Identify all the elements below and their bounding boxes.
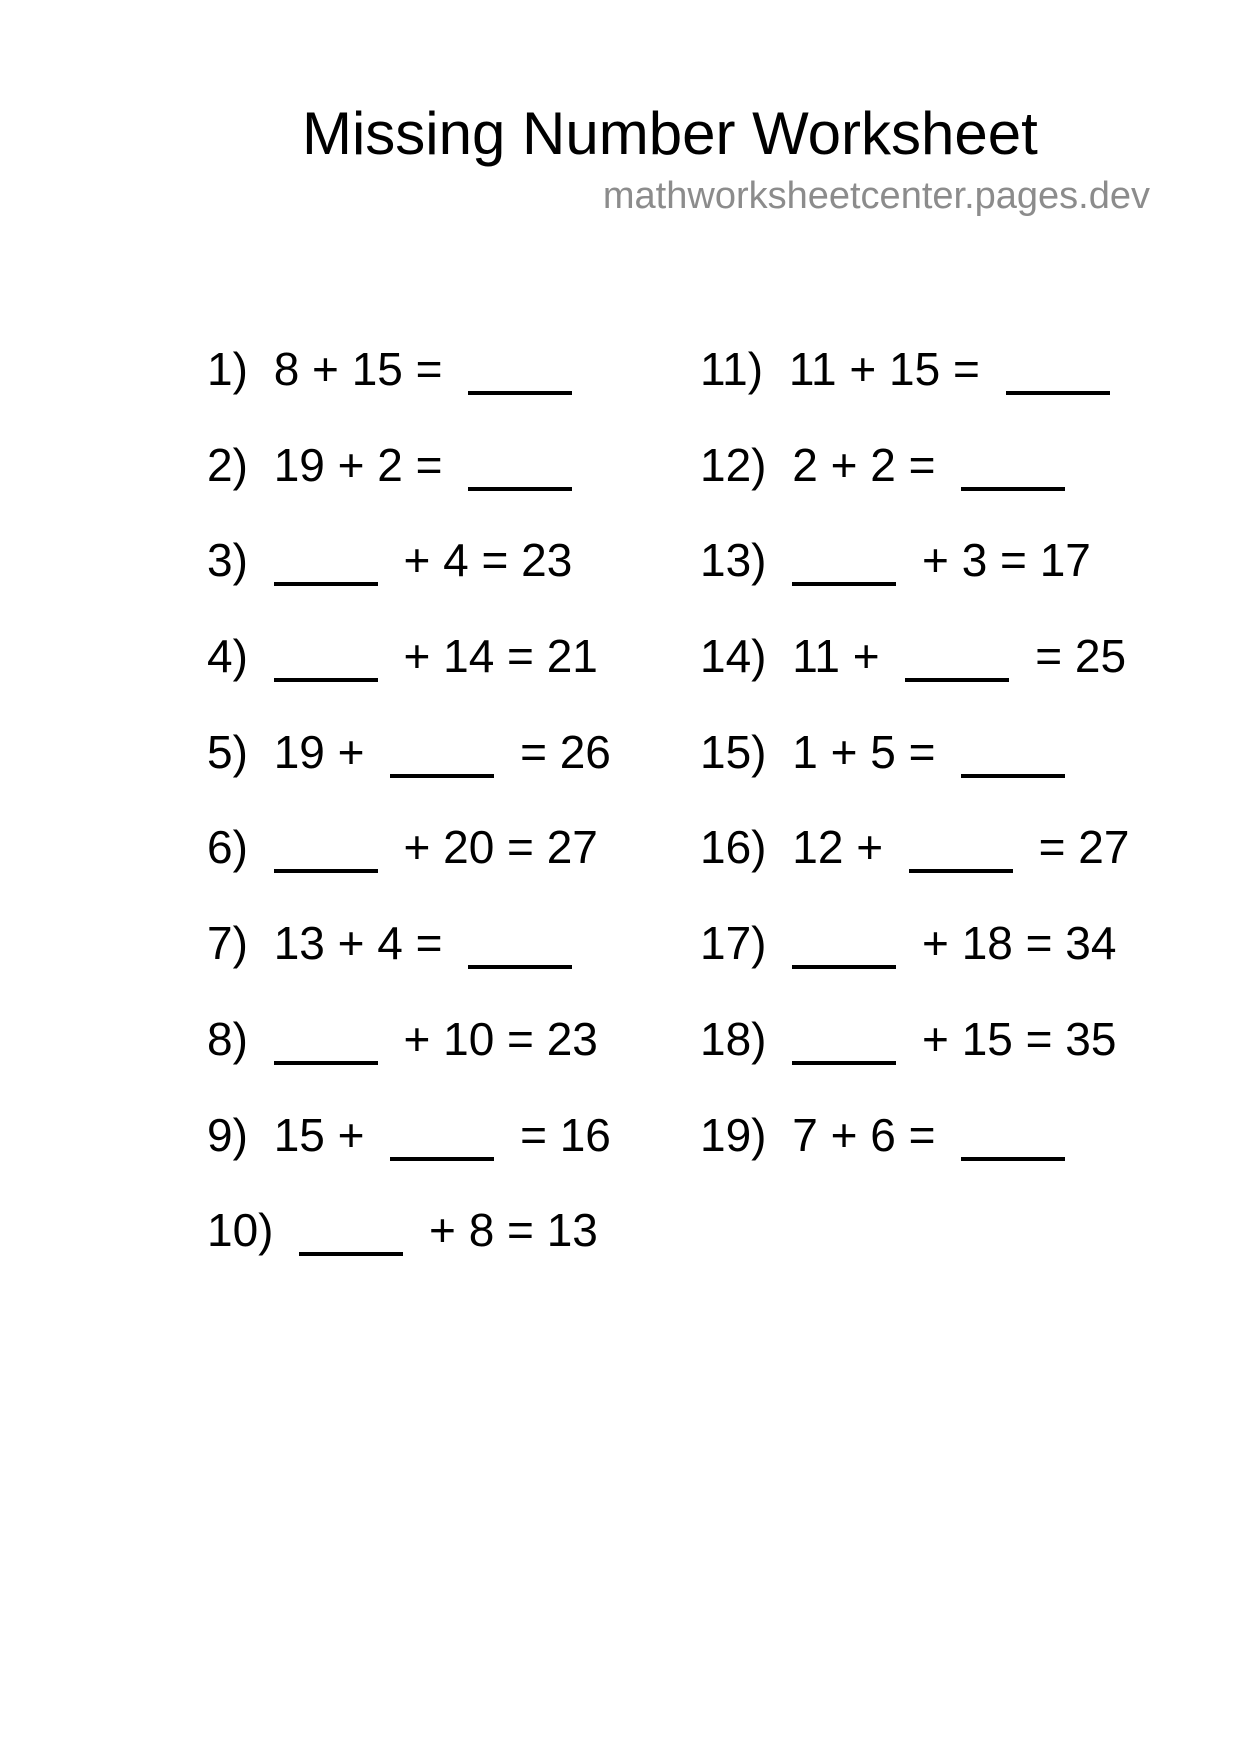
- problem-text-after: + 15 = 35: [922, 1012, 1117, 1065]
- site-url: mathworksheetcenter.pages.dev: [602, 175, 1150, 217]
- problem-text-after: + 18 = 34: [922, 917, 1117, 970]
- problem-row: [700, 992, 1129, 1088]
- problem-row: [700, 896, 1129, 992]
- problem-row: [700, 705, 1129, 801]
- answer-blank: [274, 869, 378, 873]
- answer-blank: [299, 1252, 403, 1256]
- answer-blank: [468, 965, 572, 969]
- problem-number: 7): [207, 917, 248, 970]
- problems-column-left: [207, 322, 611, 1279]
- problem-number: 9): [207, 1108, 248, 1161]
- problem-text-before: 11 +: [792, 630, 880, 683]
- problem-row: [207, 513, 611, 609]
- problem-text-before: 15 +: [273, 1108, 365, 1161]
- problem-text-before: 8 + 15 =: [273, 343, 443, 395]
- problem-row: [700, 609, 1129, 705]
- answer-blank: [390, 1157, 494, 1161]
- problem-row: [700, 800, 1129, 896]
- problem-text-before: 2 + 2 =: [792, 438, 936, 491]
- answer-blank: [961, 1157, 1065, 1161]
- problem-number: 5): [207, 725, 248, 778]
- answer-blank: [468, 487, 572, 491]
- problem-number: 15): [700, 725, 767, 778]
- problem-number: 16): [700, 821, 767, 874]
- problem-number: 13): [700, 534, 767, 587]
- problem-row: [207, 322, 611, 418]
- problem-number: 19): [700, 1108, 767, 1161]
- problem-number: 6): [207, 821, 248, 874]
- problem-text-after: + 8 = 13: [429, 1204, 598, 1257]
- problem-row: [700, 513, 1129, 609]
- problem-number: 1): [207, 343, 248, 395]
- answer-blank: [274, 678, 378, 682]
- answer-blank: [792, 1061, 896, 1065]
- problem-text-after: = 27: [1038, 821, 1130, 874]
- problem-row: [207, 705, 611, 801]
- worksheet-title: Missing Number Worksheet: [302, 100, 1038, 167]
- problem-text-before: 7 + 6 =: [792, 1108, 936, 1161]
- problem-number: 8): [207, 1012, 248, 1065]
- problem-text-after: = 25: [1035, 630, 1127, 683]
- problem-row: [207, 896, 611, 992]
- problem-text-before: 12 +: [792, 821, 884, 874]
- answer-blank: [1006, 391, 1110, 395]
- answer-blank: [274, 582, 378, 586]
- problem-text-after: + 3 = 17: [922, 534, 1091, 587]
- problem-text-after: + 14 = 21: [403, 630, 598, 683]
- answer-blank: [468, 391, 572, 395]
- answer-blank: [961, 774, 1065, 778]
- problem-row: [207, 1088, 611, 1184]
- problem-number: 18): [700, 1012, 767, 1065]
- problem-text-after: + 10 = 23: [403, 1012, 598, 1065]
- problem-number: 17): [700, 917, 767, 970]
- problem-number: 11): [700, 343, 764, 395]
- problem-row: [207, 800, 611, 896]
- answer-blank: [905, 678, 1009, 682]
- problem-number: 12): [700, 438, 767, 491]
- answer-blank: [792, 965, 896, 969]
- problem-text-after: + 4 = 23: [403, 534, 573, 587]
- problem-number: 10): [207, 1204, 274, 1257]
- problem-row: [700, 418, 1129, 514]
- problem-row: [207, 418, 611, 514]
- problem-row: [207, 992, 611, 1088]
- answer-blank: [961, 487, 1065, 491]
- problem-row: [700, 1088, 1129, 1184]
- problem-number: 3): [207, 534, 248, 587]
- problem-text-after: = 16: [520, 1108, 611, 1161]
- answer-blank: [390, 774, 494, 778]
- answer-blank: [909, 869, 1013, 873]
- problem-text-before: 13 + 4 =: [273, 917, 443, 970]
- problem-row: [700, 322, 1129, 418]
- problem-row: [207, 1183, 611, 1279]
- answer-blank: [274, 1061, 378, 1065]
- problem-number: 14): [700, 630, 767, 683]
- problem-text-before: 1 + 5 =: [792, 725, 936, 778]
- problem-text-after: = 26: [520, 725, 611, 778]
- problem-number: 2): [207, 438, 248, 491]
- problem-number: 4): [207, 630, 248, 683]
- problem-text-after: + 20 = 27: [403, 821, 598, 874]
- problem-text-before: 19 +: [273, 725, 365, 778]
- problem-text-before: 19 + 2 =: [273, 438, 443, 491]
- answer-blank: [792, 582, 896, 586]
- problem-text-before: 11 + 15 =: [788, 343, 980, 395]
- problems-column-right: [700, 322, 1129, 1183]
- problem-row: [207, 609, 611, 705]
